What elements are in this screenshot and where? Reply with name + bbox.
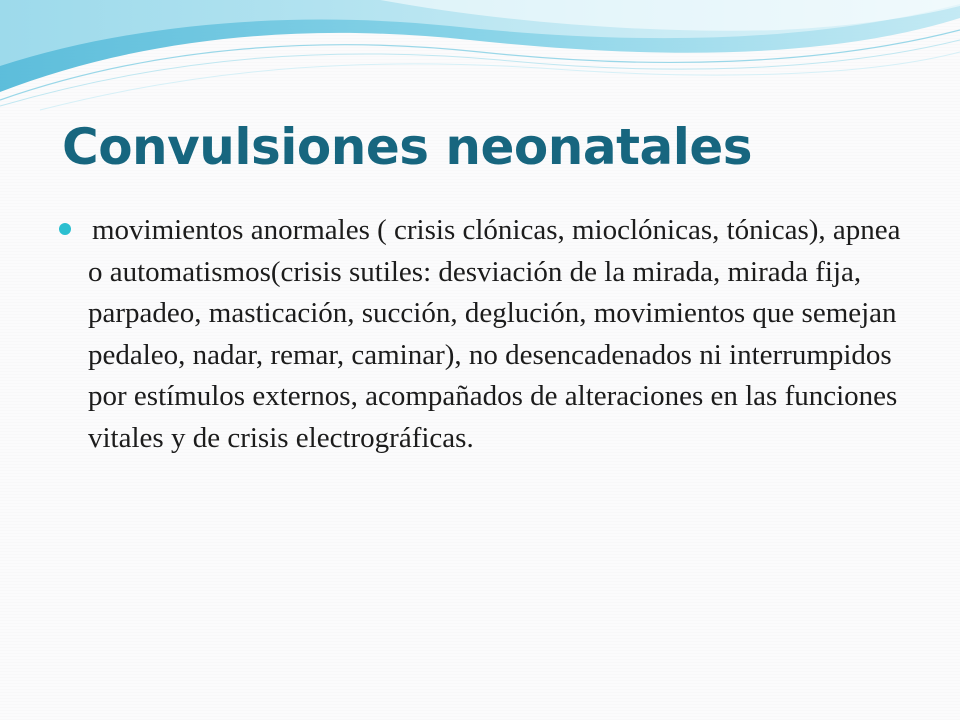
bullet-item	[88, 210, 908, 459]
header-wave-decoration	[0, 0, 960, 120]
slide-title: Convulsiones neonatales	[62, 118, 753, 176]
bullet-dot-icon	[59, 223, 71, 235]
bullet-list	[0, 210, 908, 459]
bullet-text: movimientos anormales ( crisis clónicas, mioclónicas, tónicas), apnea o automatismos(crisis sutiles: desviación de la mirada, mirada fija, parpadeo, masticación, succión, deglución, movimientos que semejan pedaleo, nadar, remar, caminar), no desencadenados ni interrumpidos por estímulos externos, acompañados de alteraciones en las funciones vitales y de crisis electrográficas.	[88, 214, 901, 454]
